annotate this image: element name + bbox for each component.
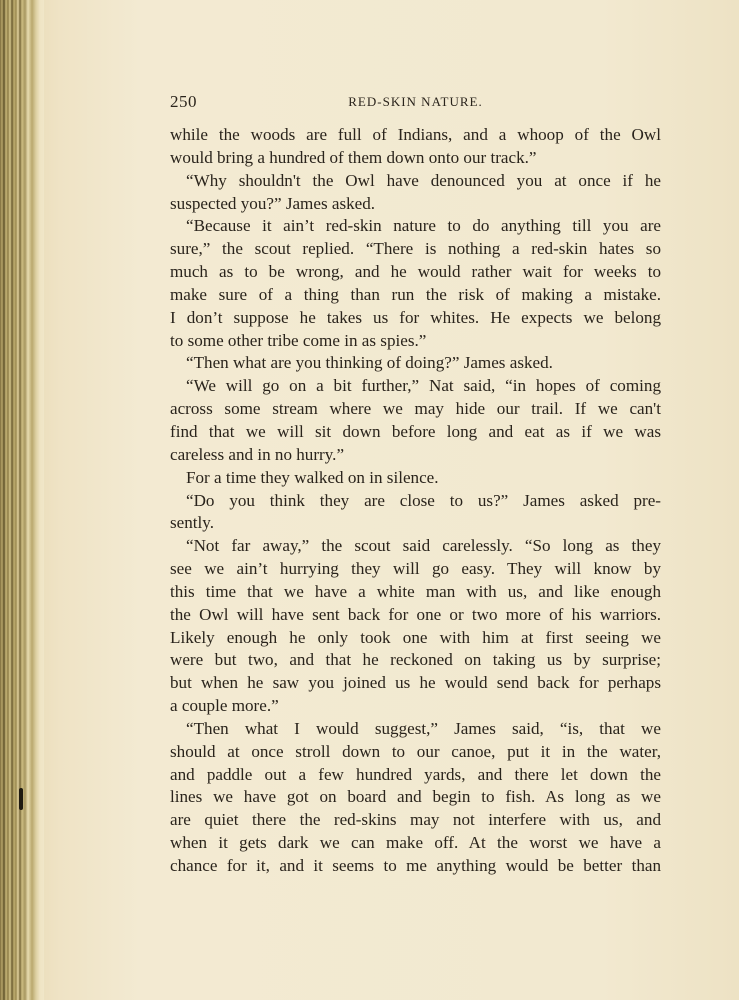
page-number: 250 — [170, 92, 197, 111]
text-line: while the woods are full of Indians, and a whoop of the Owl — [170, 125, 661, 144]
binding-mark — [19, 788, 23, 810]
text-line: chance for it, and it seems to me anything would be better than — [170, 856, 661, 875]
text-line: “Because it ain’t red-skin nature to do anything till you are — [186, 216, 661, 236]
text-line: are quiet there the red-skins may not interfere with us, and — [170, 810, 661, 830]
text-line: “Then what I would suggest,” James said, “is, that we — [186, 718, 661, 738]
text-line: make sure of a thing than run the risk of making a mistake. — [170, 284, 661, 304]
text-line: I don’t suppose he takes us for whites. He expects we belong — [170, 307, 661, 327]
text-line: “Do you think they are close to us?” James asked pre- — [186, 490, 661, 510]
text-line: sure,” the scout replied. “There is nothing a red-skin hates so — [170, 239, 661, 259]
page-header — [170, 92, 661, 116]
text-line: and paddle out a few hundred yards, and there let down the — [170, 764, 661, 784]
text-line: “We will go on a bit further,” Nat said, “in hopes of coming — [186, 376, 661, 396]
text-line: much as to be wrong, and he would rather wait for weeks to — [170, 262, 661, 282]
text-line: “Not far away,” the scout said carelessly. “So long as they — [186, 536, 661, 556]
text-line: the Owl will have sent back for one or two more of his warriors. — [170, 604, 661, 624]
text-line: suspected you?” James asked. — [170, 193, 376, 213]
text-line: this time that we have a white man with us, and like enough — [170, 581, 661, 601]
text-line: lines we have got on board and begin to fish. As long as we — [170, 787, 661, 807]
text-line: careless and in no hurry.” — [170, 444, 345, 464]
book-binding — [0, 0, 44, 1000]
text-line: would bring a hundred of them down onto our track.” — [170, 147, 537, 167]
text-line: across some stream where we may hide our trail. If we can't — [170, 399, 661, 419]
text-line: For a time they walked on in silence. — [186, 467, 439, 487]
text-line: “Why shouldn't the Owl have denounced you at once if he — [186, 170, 661, 190]
text-line: were but two, and that he reckoned on taking us by surprise; — [170, 650, 661, 670]
text-line: Likely enough he only took one with him at first seeing we — [170, 627, 661, 647]
text-line: but when he saw you joined us he would send back for perhaps — [170, 673, 661, 693]
text-line: a couple more.” — [170, 696, 279, 716]
text-line: find that we will sit down before long and eat as if we was — [170, 421, 661, 441]
text-line: should at once stroll down to our canoe, put it in the water, — [170, 741, 661, 761]
body-text — [170, 124, 661, 878]
text-line: “Then what are you thinking of doing?” James asked. — [186, 353, 553, 373]
text-line: when it gets dark we can make off. At the worst we have a — [170, 833, 661, 853]
text-line: see we ain’t hurrying they will go easy. They will know by — [170, 559, 661, 579]
running-head: RED-SKIN NATURE. — [348, 94, 483, 109]
text-line: to some other tribe come in as spies.” — [170, 330, 427, 350]
text-line: sently. — [170, 513, 214, 533]
